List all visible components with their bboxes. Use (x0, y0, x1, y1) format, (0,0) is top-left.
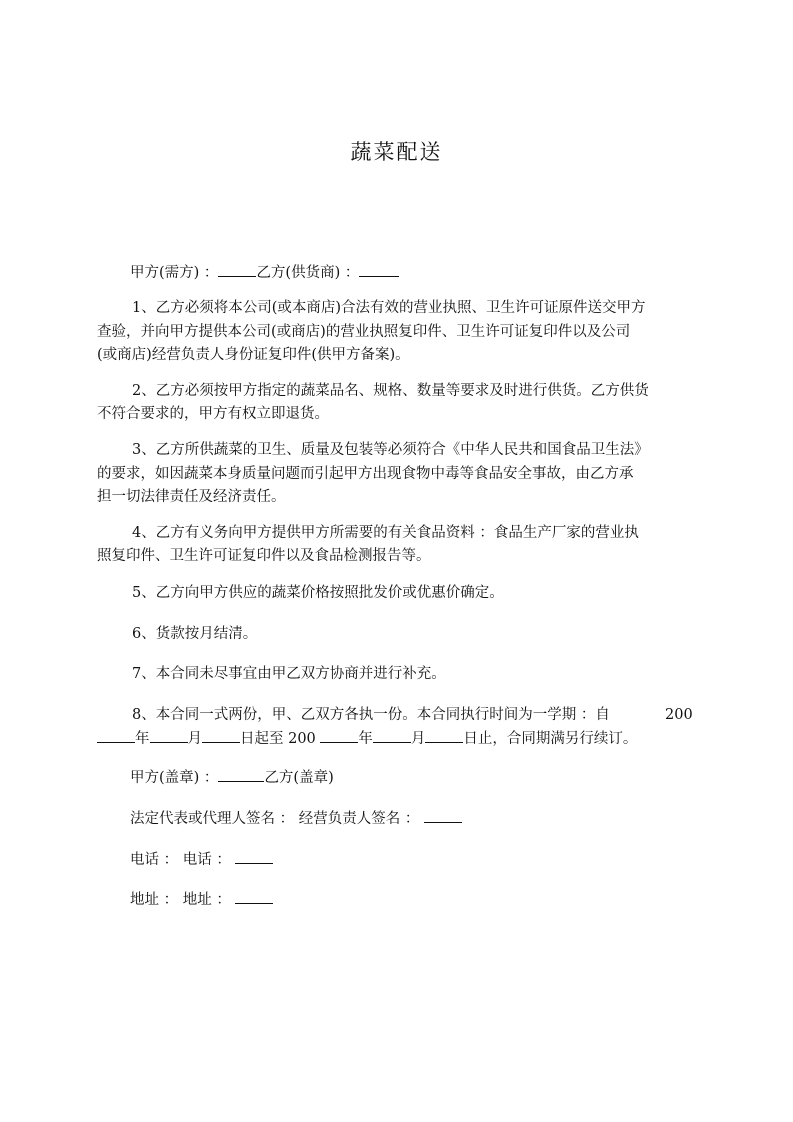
address-label: 地址 ： 地址 ： (130, 892, 231, 908)
clause-5: 5、乙方向甲方供应的蔬菜价格按照批发价或优惠价确定。 (132, 585, 504, 601)
legal-rep-label: 法定代表或代理人签名 ： 经营负责人签名 ： (130, 811, 420, 827)
party-a-seal-label: 甲方(盖章) ： (130, 770, 219, 786)
clause-3-line-3: 担一切法律责任及经济责任。 (97, 489, 286, 505)
clause-8-ending: 日止，合同期满另行续订。 (463, 731, 638, 747)
clause-6: 6、货款按月结清。 (132, 626, 258, 642)
clause-4-line-1: 4、乙方有义务向甲方提供甲方所需要的有关食品资料 ：食品生产厂家的营业执 (132, 525, 639, 541)
clause-1-line-2: 查验，并向甲方提供本公司(或商店)的营业执照复印件、卫生许可证复印件以及公司 (97, 324, 631, 340)
party-b-label: 乙方(供货商) ： (256, 265, 360, 281)
clause-1-line-1: 1、乙方必须将本公司(或本商店)合法有效的营业执照、卫生许可证原件送交甲方 (132, 300, 646, 316)
legal-rep-line (130, 808, 462, 829)
clause-8-year-prefix-1: 200 (665, 707, 693, 723)
phone-line (130, 849, 273, 870)
start-day-blank (202, 728, 240, 743)
clause-3-line-2: 的要求，如因蔬菜本身质量问题而引起甲方出现食物中毒等食品安全事故，由乙方承 (97, 466, 634, 482)
address-line (130, 889, 273, 910)
clause-3-line-1: 3、乙方所供蔬菜的卫生、质量及包装等必须符合《中华人民共和国食品卫生法》 (132, 442, 649, 458)
party-a-seal-blank (218, 767, 264, 782)
month-label-1: 月 (187, 731, 202, 747)
address-blank (235, 889, 273, 904)
phone-blank (235, 849, 273, 864)
party-a-label: 甲方(需方) ： (130, 265, 219, 281)
end-day-blank (425, 728, 463, 743)
seal-line (130, 767, 334, 788)
start-year-blank (97, 728, 135, 743)
start-month-blank (150, 728, 188, 743)
document-title: 蔬菜配送 (350, 140, 443, 164)
year-label-2: 年 (358, 731, 373, 747)
year-label-1: 年 (135, 731, 150, 747)
clause-8-line-2 (97, 728, 637, 749)
legal-rep-blank (424, 808, 462, 823)
month-label-2: 月 (410, 731, 426, 747)
day-start-label: 日起至 (240, 731, 284, 747)
party-b-blank (359, 262, 399, 277)
parties-line (130, 262, 399, 283)
clause-2-line-2: 不符合要求的，甲方有权立即退货。 (97, 406, 329, 422)
clause-4-line-2: 照复印件、卫生许可证复印件以及食品检测报告等。 (97, 548, 431, 564)
clause-8-line-1 (132, 705, 610, 725)
clause-8-year-prefix-2: 200 (288, 731, 316, 747)
clause-2-line-1: 2、乙方必须按甲方指定的蔬菜品名、规格、数量等要求及时进行供货。乙方供货 (132, 383, 649, 399)
clause-1-line-3: (或商店)经营负责人身份证复印件(供甲方备案)。 (97, 347, 410, 363)
clause-8-text: 8、本合同一式两份，甲、乙双方各执一份。本合同执行时间为一学期 ：自 (132, 707, 610, 723)
party-b-seal-label: 乙方(盖章) (264, 770, 334, 786)
end-year-blank (320, 728, 358, 743)
end-month-blank (373, 728, 411, 743)
phone-label: 电话 ： 电话 ： (130, 852, 231, 868)
clause-7: 7、本合同未尽事宜由甲乙双方协商并进行补充。 (132, 666, 446, 682)
party-a-blank (218, 262, 256, 277)
